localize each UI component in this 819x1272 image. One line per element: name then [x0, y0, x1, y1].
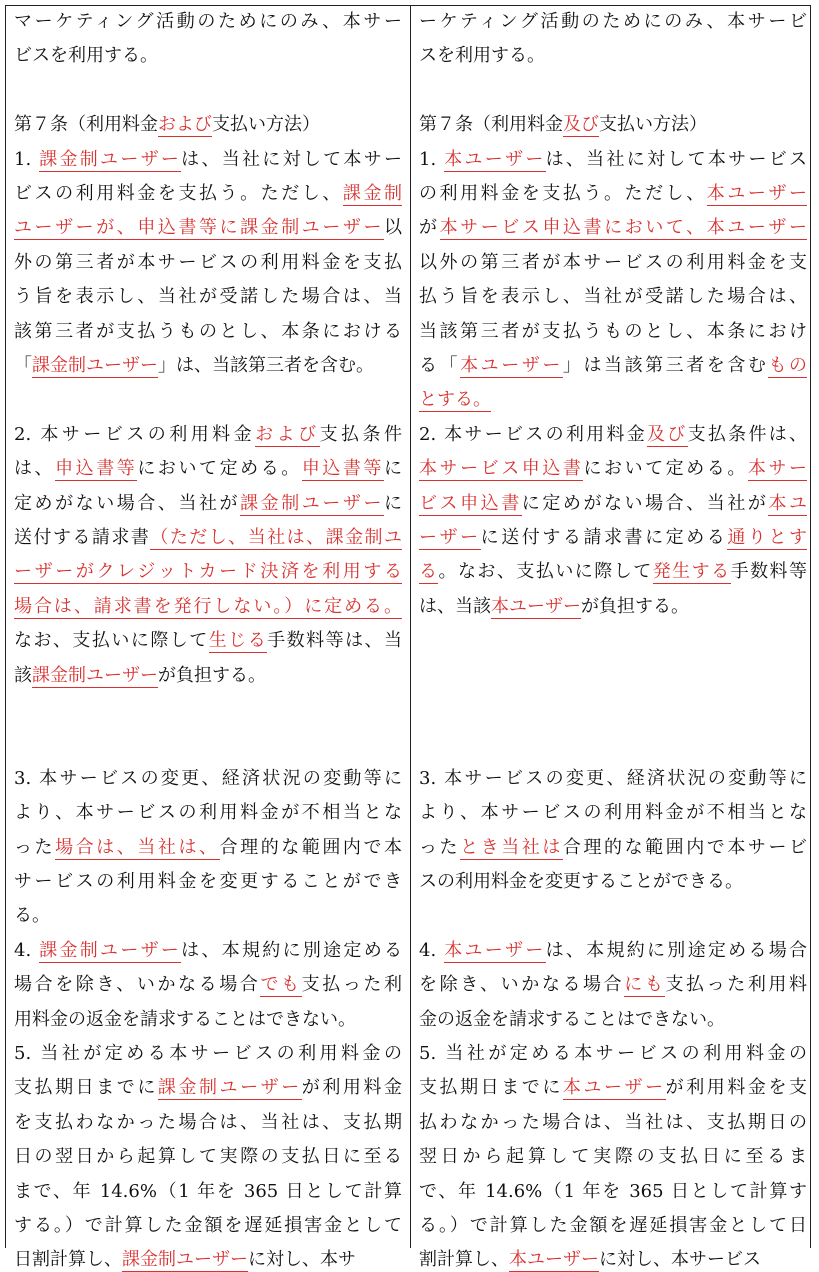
text-run: 日の翌日から起算して実際の支払日に至る — [14, 1146, 402, 1168]
text-line — [14, 423, 402, 447]
text-line — [14, 664, 402, 688]
text-run: 該第三者が支払うものとし、本条における — [14, 320, 402, 342]
text-line — [14, 939, 402, 963]
text-line — [14, 526, 402, 550]
text-run: が負担する。 — [581, 595, 689, 617]
revised-text: 課金制ユーザー — [39, 939, 182, 961]
revised-text: 課金制 — [342, 183, 403, 204]
text-run: で、年 14.6%（1 年を 365 日として計算す — [419, 1180, 807, 1202]
revised-text: 本サー — [747, 458, 808, 480]
revised-text: とする。 — [419, 389, 491, 411]
text-run: 1. — [14, 148, 40, 170]
text-line — [419, 216, 807, 240]
text-line — [14, 629, 402, 653]
text-run: る。 — [14, 905, 50, 927]
text-line — [419, 320, 807, 344]
text-line — [14, 1042, 402, 1066]
text-run: 「 — [14, 355, 32, 376]
text-run: 場合を除き、いかなる場合 — [14, 974, 261, 996]
text-run: 支払期日までに — [419, 1077, 563, 1099]
text-run: 。なお、支払いに際して — [438, 561, 653, 583]
text-line — [419, 492, 807, 516]
text-run: ビスの利用料金を支払う。ただし、 — [14, 183, 343, 204]
revised-text: 本ユーザー — [460, 355, 563, 376]
text-run: は、当該 — [419, 595, 491, 617]
text-run: 支払った利 — [301, 974, 403, 996]
text-run: る「 — [419, 355, 461, 376]
revised-text: ーザーがクレジットカード決済を利用する — [14, 561, 402, 583]
text-line — [419, 526, 807, 550]
text-run: の利用料金を支払う。ただし、 — [419, 183, 707, 204]
text-line — [419, 354, 807, 378]
text-run: に対し、本サ — [248, 1249, 356, 1271]
text-line — [14, 1214, 402, 1238]
text-run: が利用料金を支 — [665, 1077, 808, 1099]
text-line — [419, 1042, 807, 1066]
revised-text: 及び — [563, 114, 599, 136]
text-run: する。）で計算した金額を遅延損害金として — [14, 1215, 402, 1236]
text-run: 割計算し、 — [419, 1249, 509, 1271]
text-run: 日割計算し、 — [14, 1249, 122, 1271]
text-run: は、本規約に別途定める — [181, 939, 403, 961]
text-line — [419, 1008, 807, 1032]
text-line — [14, 251, 402, 275]
text-run: において定める。 — [137, 458, 302, 480]
text-run: 合理的な範囲内で本サービ — [562, 836, 808, 858]
text-run: 手数料等は、当 — [267, 630, 403, 652]
text-line — [14, 973, 402, 997]
text-line — [14, 182, 402, 206]
revised-text: 本サービス申込書において、本ユーザー — [439, 217, 808, 239]
text-run: が利用料金 — [301, 1077, 403, 1099]
text-run: 以 — [384, 217, 402, 239]
text-line — [14, 492, 402, 516]
text-line — [419, 10, 807, 34]
text-line — [14, 1145, 402, 1169]
revised-text: 課金制ユーザー — [39, 148, 182, 170]
text-line — [419, 423, 807, 447]
text-line — [419, 1214, 807, 1238]
text-run: 4. — [14, 939, 40, 961]
revised-text: 本ユーザー — [509, 1249, 599, 1271]
text-line — [419, 973, 807, 997]
text-line — [419, 285, 807, 309]
text-line — [419, 1180, 807, 1204]
revised-text: （ただし、当社は、課金制ユ — [150, 527, 403, 548]
text-run: が負担する。 — [158, 664, 266, 686]
text-line — [419, 595, 807, 619]
revised-text: 申込書等 — [301, 458, 385, 480]
text-run: なお、支払いに際して — [14, 630, 209, 652]
revised-text: 生じる — [208, 630, 268, 652]
text-line — [419, 251, 807, 275]
text-run: マーケティング活動のためにのみ、本サー — [14, 11, 402, 32]
text-run: まで、年 14.6%（1 年を 365 日として計算 — [14, 1180, 402, 1202]
text-line — [14, 870, 402, 894]
revised-text: および — [255, 423, 320, 445]
text-run: 3. 本サービスの変更、経済状況の変動等に — [419, 767, 807, 789]
text-run: は、当社に対して本サービス — [545, 148, 808, 170]
text-line — [419, 1111, 807, 1135]
text-line — [419, 939, 807, 963]
revised-text: 本ユーザー — [444, 148, 546, 170]
text-line — [14, 1180, 402, 1204]
text-line — [14, 1076, 402, 1100]
text-line — [14, 285, 402, 309]
text-run: 払わなかった場合は、当社は、支払期日の — [419, 1111, 807, 1133]
text-run: において定める。 — [583, 458, 748, 480]
text-run: 払う旨を表示し、当社が受諾した場合は、 — [419, 286, 807, 308]
revised-text: 発生する — [652, 561, 731, 583]
text-line — [14, 560, 402, 584]
text-line — [419, 1248, 807, 1272]
text-run: 支払い方法） — [599, 114, 707, 136]
text-run: 2. 本サービスの利用料金 — [14, 423, 256, 445]
revised-text: 場合は、当社は、 — [55, 836, 220, 858]
text-run: う旨を表示し、当社が受諾した場合は、当 — [14, 286, 402, 308]
revised-text: 通りとす — [727, 527, 808, 548]
revised-text: 本ユーザー — [706, 183, 808, 204]
text-run: 当該第三者が支払うものとし、本条におけ — [419, 320, 807, 342]
revised-text: 本ユーザー — [491, 595, 581, 617]
text-run: に対し、本サービス — [599, 1249, 761, 1271]
text-line — [14, 595, 402, 619]
text-run: 支払条件は、 — [687, 423, 808, 445]
text-run: ーケティング活動のためにのみ、本サービ — [419, 11, 807, 32]
text-line — [14, 457, 402, 481]
text-run: 定めがない場合、当社が — [14, 492, 241, 514]
text-run: 用料金の返金を請求することはできない。 — [14, 1008, 356, 1030]
revised-text: 及び — [647, 423, 688, 445]
text-run: に — [384, 458, 403, 480]
text-run: 翌日から起算して実際の支払日に至るま — [419, 1146, 807, 1168]
text-run: 」は当該第三者を含む — [562, 355, 769, 376]
text-line — [14, 44, 402, 68]
text-run: 5. 当社が定める本サービスの利用料金の — [419, 1043, 807, 1064]
text-line — [419, 182, 807, 206]
text-run: に送付する請求書に定める — [480, 527, 728, 548]
text-run: より、本サービスの利用料金が不相当とな — [419, 802, 807, 824]
revised-text: 申込書等 — [55, 458, 138, 480]
text-run: 支払条件 — [319, 423, 403, 445]
revised-text: 課金制ユーザー — [240, 492, 385, 514]
text-line — [14, 836, 402, 860]
revised-text: および — [158, 114, 212, 136]
text-run: 支払期日までに — [14, 1077, 158, 1099]
text-line — [14, 216, 402, 240]
text-run: スを利用する。 — [419, 45, 545, 67]
text-run: った — [419, 836, 461, 858]
text-line — [419, 113, 807, 137]
revised-text: 本ユーザー — [444, 939, 546, 961]
text-run: 以外の第三者が本サービスの利用料金を支 — [419, 251, 807, 273]
text-run: 送付する請求書 — [14, 527, 151, 548]
text-run: 合理的な範囲内で本 — [219, 836, 403, 858]
text-line — [419, 1076, 807, 1100]
revised-text: ユーザーが、申込書等に課金制ユーザー — [14, 217, 384, 239]
revised-text: る — [419, 561, 439, 583]
revised-text: 場合は、請求書を発行しない。）に定める。 — [14, 595, 402, 617]
revised-text: 課金制ユーザー — [122, 1249, 248, 1271]
text-run: サービスの利用料金を変更することができ — [14, 871, 402, 892]
text-run: 3. 本サービスの変更、経済状況の変動等に — [14, 767, 402, 789]
text-run: 第７条（利用料金 — [419, 114, 563, 136]
revised-text: ビス申込書 — [419, 492, 522, 514]
text-run: 外の第三者が本サービスの利用料金を支払 — [14, 251, 402, 273]
text-run: 2. 本サービスの利用料金 — [419, 423, 648, 445]
comparison-table — [5, 5, 811, 1271]
text-run: を支払わなかった場合は、当社は、支払期 — [14, 1111, 402, 1133]
text-line — [14, 1111, 402, 1135]
text-line — [419, 836, 807, 860]
revised-text: 課金制ユーザー — [157, 1077, 302, 1099]
text-line — [14, 148, 402, 172]
text-line — [419, 44, 807, 68]
text-run: スの利用料金を変更することができる。 — [419, 871, 743, 892]
revised-text: でも — [260, 974, 302, 996]
text-run: は、本規約に別途定める場合 — [545, 939, 808, 961]
text-line — [419, 457, 807, 481]
revised-text: もの — [768, 355, 808, 376]
text-line — [419, 148, 807, 172]
text-line — [14, 113, 402, 137]
revised-text: 本サービス申込書 — [419, 458, 584, 480]
text-run: は、 — [14, 458, 56, 480]
column-divider — [410, 6, 411, 1248]
text-line — [14, 1248, 402, 1272]
text-run: 1. — [419, 148, 445, 170]
text-run: より、本サービスの利用料金が不相当とな — [14, 802, 402, 824]
text-line — [419, 388, 807, 412]
text-run: 5. 当社が定める本サービスの利用料金の — [14, 1043, 402, 1064]
text-line — [14, 904, 402, 928]
text-run: に — [384, 492, 403, 514]
text-line — [14, 801, 402, 825]
text-run: 」は、当該第三者を含む。 — [158, 355, 374, 376]
revised-text: とき当社は — [460, 836, 563, 858]
text-line — [14, 10, 402, 34]
revised-text: にも — [624, 974, 666, 996]
text-line — [14, 767, 402, 791]
text-run: 4. — [419, 939, 445, 961]
text-run: ビスを利用する。 — [14, 45, 158, 67]
text-line — [419, 1145, 807, 1169]
text-line — [419, 560, 807, 584]
text-line — [14, 1008, 402, 1032]
text-line — [14, 354, 402, 378]
text-run: 支払い方法） — [212, 114, 320, 136]
text-run: 手数料等 — [730, 561, 808, 583]
text-line — [419, 801, 807, 825]
text-run: った — [14, 836, 56, 858]
text-run: 支払った利用料 — [665, 974, 808, 996]
text-line — [14, 320, 402, 344]
text-run: 金の返金を請求することはできない。 — [419, 1008, 725, 1030]
text-run: は、当社に対して本サー — [181, 148, 403, 170]
text-run: る。）で計算した金額を遅延損害金として日 — [419, 1215, 807, 1236]
revised-text: ーザー — [419, 527, 481, 548]
revised-text: 課金制ユーザー — [32, 664, 158, 686]
text-run: を除き、いかなる場合 — [419, 974, 625, 996]
text-line — [419, 767, 807, 791]
revised-text: 課金制ユーザー — [32, 355, 158, 376]
text-run: 該 — [14, 664, 32, 686]
text-run: が — [419, 217, 440, 239]
text-run: に定めがない場合、当社が — [521, 492, 769, 514]
text-line — [419, 870, 807, 894]
revised-text: 本ユーザー — [562, 1077, 666, 1099]
revised-text: 本ユ — [768, 492, 808, 514]
text-run: 第７条（利用料金 — [14, 114, 158, 136]
